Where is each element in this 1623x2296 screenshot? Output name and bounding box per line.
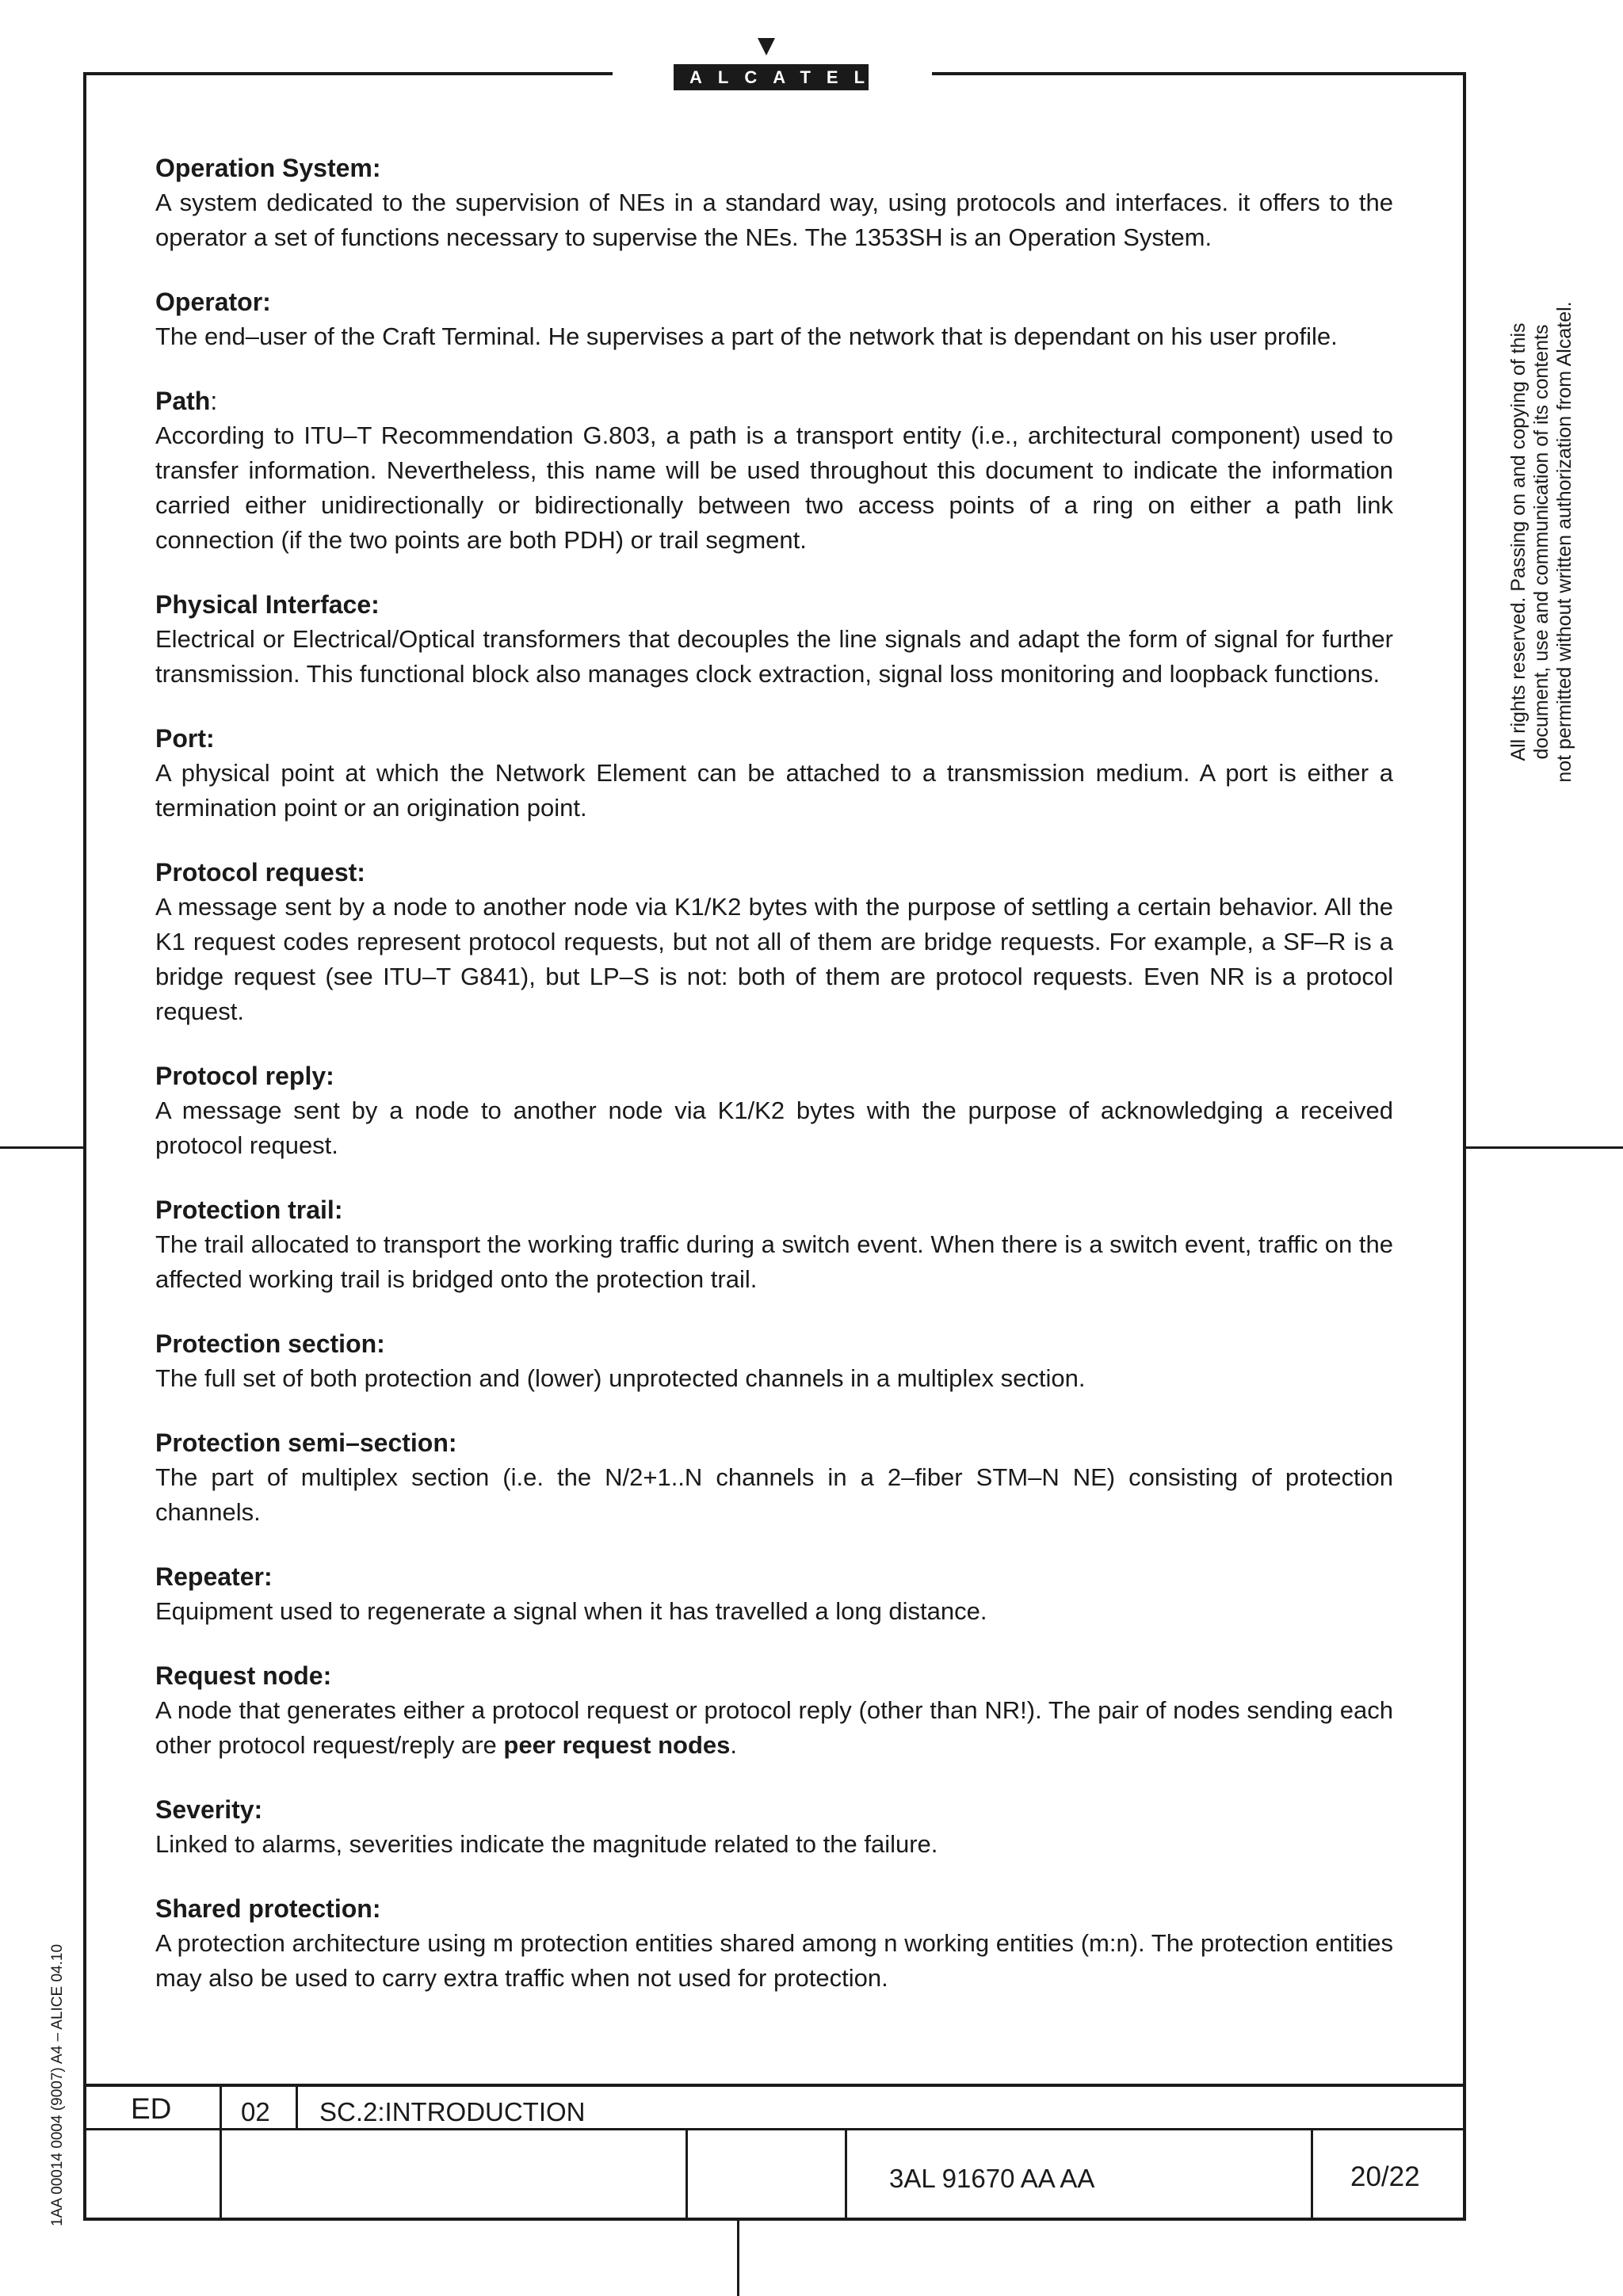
rights-line-2: document, use and communication of its contents xyxy=(1530,324,1552,760)
frame-top-right xyxy=(932,72,1466,75)
edition-label: ED xyxy=(131,2092,172,2125)
page-number: 20/22 xyxy=(1350,2161,1420,2192)
glossary-entry xyxy=(155,855,1393,1029)
entry-definition: A message sent by a node to another node via K1/K2 bytes with the purpose of acknowledging a received protocol request. xyxy=(155,1097,1393,1159)
entry-term: Severity: xyxy=(155,1795,263,1824)
glossary-entry xyxy=(155,1058,1393,1163)
entry-definition: The part of multiplex section (i.e. the N/2+1..N channels in a 2–fiber STM–N NE) consisting of protection channels. xyxy=(155,1463,1393,1526)
peer-request-nodes-bold: peer request nodes xyxy=(503,1731,731,1759)
section-title: SC.2:INTRODUCTION xyxy=(319,2097,586,2126)
glossary-entry xyxy=(155,1192,1393,1297)
entry-definition: A protection architecture using m protection entities shared among n working entities (m:n). The protection entities may also be used to carry extra traffic when not used for protection. xyxy=(155,1929,1393,1992)
footer-divider-5 xyxy=(1311,2128,1313,2218)
entry-term: Protection section: xyxy=(155,1329,385,1358)
entry-term: Physical Interface: xyxy=(155,590,380,619)
logo-triangle-icon xyxy=(758,38,775,55)
footer-mid-line xyxy=(83,2128,1466,2130)
glossary-content xyxy=(155,151,1393,2025)
document-code: 3AL 91670 AA AA xyxy=(889,2164,1095,2193)
glossary-entry xyxy=(155,1326,1393,1396)
fold-mark-right xyxy=(1466,1146,1623,1149)
footer-divider-3 xyxy=(685,2128,688,2218)
entry-definition: A message sent by a node to another node via K1/K2 bytes with the purpose of settling a certain behavior. All the K1 request codes represent protocol requests, but not all of them are bridge requests. For example, a SF–R is a bridge request (see ITU–T G841), but LP–S is not: both of them are protocol requests. Even NR is a protocol request. xyxy=(155,893,1393,1025)
entry-definition: Linked to alarms, severities indicate the magnitude related to the failure. xyxy=(155,1830,938,1858)
entry-definition: According to ITU–T Recommendation G.803, a path is a transport entity (i.e., architectural component) used to transfer information. Nevertheless, this name will be used throughout this document to indicate the information carried either unidirectionally or bidirectionally between two access points of a ring on either a path link connection (if the two points are both PDH) or trail segment. xyxy=(155,421,1393,554)
entry-definition: The end–user of the Craft Terminal. He supervises a part of the network that is dependant on his user profile. xyxy=(155,322,1338,350)
entry-definition: A physical point at which the Network Element can be attached to a transmission medium. A port is either a termination point or an origination point. xyxy=(155,759,1393,822)
entry-term: Shared protection: xyxy=(155,1894,381,1923)
entry-term: Repeater: xyxy=(155,1562,273,1591)
glossary-entry xyxy=(155,1559,1393,1629)
entry-definition: A system dedicated to the supervision of NEs in a standard way, using protocols and interfaces. it offers to the operator a set of functions necessary to supervise the NEs. The 1353SH is an Operation System. xyxy=(155,189,1393,251)
frame-left xyxy=(83,72,86,2221)
entry-definition: The trail allocated to transport the working traffic during a switch event. When there is a switch event, traffic on the affected working trail is bridged onto the protection trail. xyxy=(155,1230,1393,1293)
rights-line-3: not permitted without written authorization from Alcatel. xyxy=(1553,301,1575,783)
glossary-entry xyxy=(155,587,1393,692)
glossary-entry xyxy=(155,1792,1393,1862)
fold-mark-left xyxy=(0,1146,83,1149)
footer-divider-4 xyxy=(845,2128,847,2218)
entry-definition: A node that generates either a protocol request or protocol reply (other than NR!). The pair of nodes sending each other protocol request/reply are peer request nodes. xyxy=(155,1696,1393,1759)
glossary-entry xyxy=(155,383,1393,558)
glossary-entry xyxy=(155,284,1393,354)
glossary-entry xyxy=(155,1658,1393,1763)
form-code: 1AA 00014 0004 (9007) A4 – ALICE 04.10 xyxy=(49,1943,66,2226)
entry-term: Protocol reply: xyxy=(155,1062,334,1090)
footer-divider-2 xyxy=(296,2084,298,2130)
alcatel-logo xyxy=(674,38,881,93)
entry-definition: Electrical or Electrical/Optical transformers that decouples the line signals and adapt the form of signal for further transmission. This functional block also manages clock extraction, signal loss monitoring and loopback functions. xyxy=(155,625,1393,688)
frame-top-left xyxy=(83,72,613,75)
edition-value: 02 xyxy=(241,2097,270,2126)
entry-term: Port: xyxy=(155,724,215,753)
logo-text: ALCATEL xyxy=(674,64,869,90)
entry-term: Operation System: xyxy=(155,154,381,182)
footer-top-line xyxy=(83,2084,1466,2087)
bottom-center-mark xyxy=(737,2221,739,2296)
glossary-entry xyxy=(155,1425,1393,1530)
entry-term: Path: xyxy=(155,387,218,415)
glossary-entry xyxy=(155,721,1393,826)
entry-term: Operator: xyxy=(155,288,271,316)
entry-term: Protection semi–section: xyxy=(155,1428,457,1457)
glossary-entry xyxy=(155,1891,1393,1996)
glossary-entry xyxy=(155,151,1393,255)
entry-definition: Equipment used to regenerate a signal when it has travelled a long distance. xyxy=(155,1597,987,1625)
entry-definition: The full set of both protection and (lower) unprotected channels in a multiplex section. xyxy=(155,1364,1086,1392)
entry-term: Request node: xyxy=(155,1661,332,1690)
entry-term: Protection trail: xyxy=(155,1196,343,1224)
frame-bottom xyxy=(83,2218,1466,2221)
footer-divider-1 xyxy=(220,2084,222,2218)
entry-term: Protocol request: xyxy=(155,858,365,887)
rights-line-1: All rights reserved. Passing on and copying of this xyxy=(1507,322,1529,761)
